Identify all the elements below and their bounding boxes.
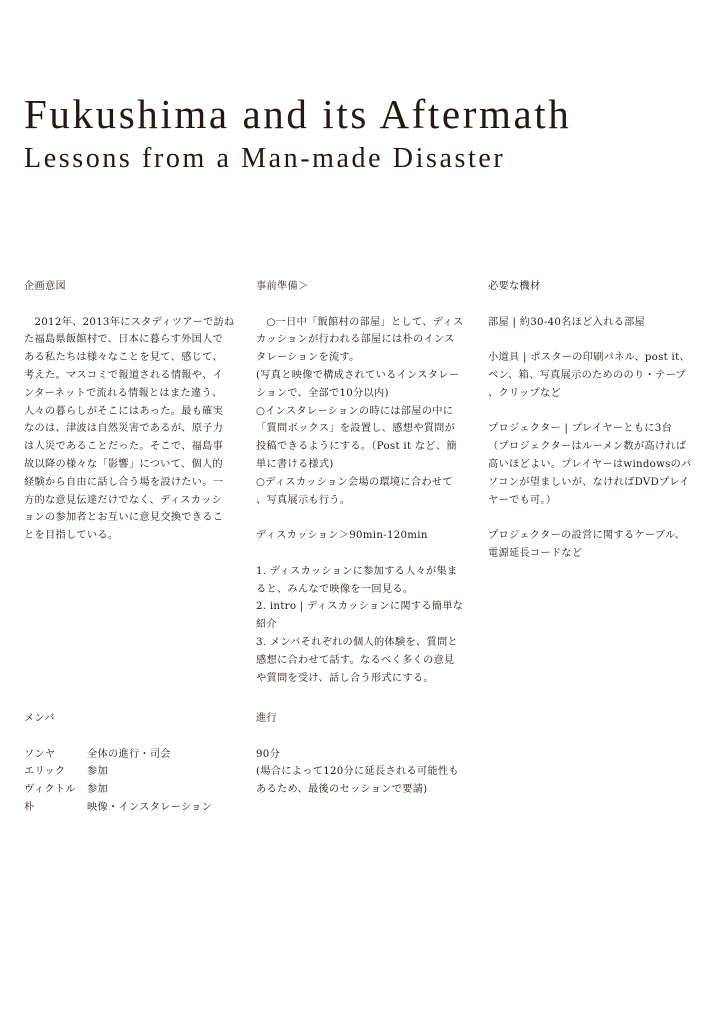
discussion-steps [256,563,470,688]
member-name: 朴 [24,801,35,813]
prep-section [256,278,470,687]
intent-line: は人災であることだった。そこで、福島事 [24,441,224,453]
prep-body [256,314,470,510]
member-role: 参加 [87,784,108,796]
equipment-cables-line: 電源延長コードなど [488,547,583,559]
document-title: Fukushima and its Aftermath [24,91,572,137]
equipment-cables [488,527,702,563]
members-table [24,746,212,817]
equipment-section [488,278,702,563]
member-row [24,799,212,817]
equipment-room: 部屋 | 約30-40名ほど入れる部屋 [488,316,646,328]
members-heading: メンバ [24,713,55,724]
prep-line: 単に書ける様式) [256,458,334,470]
member-role: 参加 [87,766,108,778]
intent-line: なのは、津波は自然災害であるが、原子力 [24,423,224,435]
member-role: 全体の進行・司会 [87,748,171,760]
member-name: ヴィクトル [24,784,76,796]
equipment-tools-line: ペン、箱、写真展示のためののり・テープ [488,369,686,381]
prep-line: 、写真展示も行う。 [256,494,351,506]
equipment-tools-line: 、クリップなど [488,387,562,399]
member-row [24,746,212,764]
intent-line: とを目指している。 [24,530,119,542]
equipment-projector-line: ヤーでも可。） [488,494,557,506]
intent-line: 2012年、2013年にスタディツアーで訪ね [24,316,235,328]
intent-line: ンターネットで流れる情報とはまた違う、 [24,387,223,399]
prep-heading: 事前準備＞ [256,281,309,292]
member-role: 映像・インスタレーション [87,801,213,813]
discussion-heading: ディスカッション＞90min-120min [256,530,428,542]
equipment-heading: 必要な機材 [488,281,541,292]
member-name: エリック [24,766,66,778]
prep-line: 投稿できるようにする。（Post it など、簡 [256,441,457,453]
intent-line: 人々の暮らしがそこにはあった。最も確実 [24,405,224,417]
equipment-cables-line: プロジェクターの設営に関するケーブル、 [488,530,686,542]
discussion-step-line: 1. ディスカッションに参加する人々が集ま [256,565,458,577]
intent-line: 故以降の様々な「影響」について、個人的 [24,458,223,470]
intent-body [24,314,238,545]
discussion-step-line: 3. メンバそれぞれの個人的体験を、質問と [256,636,458,648]
intent-line: 経験から自由に話し合う場を設けたい。一 [24,476,224,488]
discussion-step-line: ると、みんなで映像を一回見る。 [256,583,414,595]
progress-heading: 進行 [256,713,277,724]
prep-line: ションで、全部で10分以内) [256,387,389,399]
intent-heading: 企画意図 [24,281,66,292]
prep-line: ○一日中「飯館村の部屋」として、ディス [256,316,464,328]
intent-line: 考えた。マスコミで報道される情報や、イ [24,369,224,381]
equipment-tools-line: 小道具 | ポスターの印刷パネル、post it、 [488,352,690,364]
equipment-tools [488,349,702,402]
prep-line: 「質問ボックス」を設置し、感想や質問が [256,423,456,435]
prep-line: ○ディスカッション会場の環境に合わせて [256,476,453,488]
member-row [24,781,212,799]
members-section [24,710,238,817]
prep-line: (写真と映像で構成されているインスタレー [256,369,460,381]
discussion-step-line: や質問を受け、話し合う形式にする。 [256,672,434,684]
equipment-projector-line: ソコンが望ましいが、なければDVDプレイ [488,476,690,488]
discussion-step-line: 2. intro | ディスカッションに関する簡単な [256,601,464,613]
member-name: ソンヤ [24,748,56,760]
progress-section [256,710,470,799]
intent-line: ある私たちは様々なことを見て、感じて、 [24,352,223,364]
equipment-projector [488,420,702,509]
intent-line: 方的な意見伝達だけでなく、ディスカッシ [24,494,223,506]
equipment-projector-line: プロジェクター | プレイヤーともに3台 [488,423,673,435]
progress-note-line: あるため、最後のセッションで要請) [256,784,428,796]
equipment-projector-line: （プロジェクターはルーメン数が高ければ [488,441,687,453]
prep-line: カッションが行われる部屋には朴のインス [256,334,455,346]
member-row [24,763,212,781]
prep-line: タレーションを流す。 [256,352,360,364]
equipment-projector-line: 高いほどよい。プレイヤーはwindowsのパ [488,458,692,470]
progress-note-line: (場合によって120分に延長される可能性も [256,766,459,778]
intent-line: た福島県飯館村で、日本に暮らす外国人で [24,334,224,346]
intent-section [24,278,238,545]
discussion-step-line: 感想に合わせて話す。なるべく多くの意見 [256,654,455,666]
discussion-step-line: 紹介 [256,619,277,631]
progress-duration: 90分 [256,748,281,760]
document-subtitle: Lessons from a Man-made Disaster [24,143,506,174]
prep-line: ○インスタレーションの時には部屋の中に [256,405,454,417]
intent-line: ョンの参加者とお互いに意見交換できるこ [24,512,224,524]
